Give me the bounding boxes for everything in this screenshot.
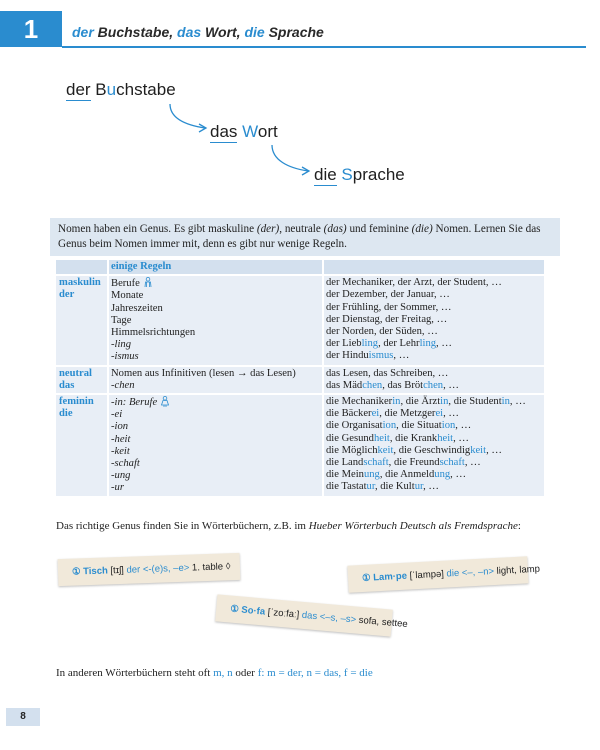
dictionary-entry-lampe: ① Lam·pe [ˈlampə] die <–, –n> light, lamp [347, 556, 528, 592]
table-row-masculine: maskulin der Berufe Monate Jahreszeiten Tage Himmelsrichtungen -ling -ismus der Mechaniker, der Arzt, der Student, … der Dezember, der Januar, … der Frühling, der Sommer, … der Dienstag, der Freitag, … der Norden, der Süden, … der Liebling, der Lehrling, … der Hinduismus, … [56, 275, 544, 365]
male-person-icon [143, 277, 153, 288]
word-der-buchstabe: der Buchstabe [66, 80, 176, 99]
table-row-feminine: feminin die -in: Berufe -ei -ion -heit -keit -schaft -ung -ur die Mechanikerin, die Ärztin, die Studentin, … die Bäckerei, die Metzgerei, … die Organisation, die Situation, … die Gesundheit, die Krankheit, … die Möglichkeit, die Geschwindigkeit, … die Landschaft, die Freundschaft, … die Meinung, die Anmeldung, … die Tastatur, die Kultur, … [56, 394, 544, 497]
abbreviation-sentence: In anderen Wörterbüchern steht oft m, n oder f: m = der, n = das, f = die [56, 667, 373, 679]
rules-header: einige Regeln [108, 260, 323, 275]
genus-rules-table [56, 260, 544, 498]
dictionary-entry-sofa: ① So·fa [ˈzoːfaː] das <–s, –s> sofa, settee [215, 594, 393, 636]
word-das-wort: das Wort [210, 122, 278, 141]
table-header-row [56, 260, 544, 275]
dictionary-sentence: Das richtige Genus finden Sie in Wörterbüchern, z.B. im Hueber Wörterbuch Deutsch als Fremdsprache: [56, 520, 521, 532]
chapter-number: 1 [0, 11, 62, 47]
genus-note: Nomen haben ein Genus. Es gibt maskuline (der), neutrale (das) und feminine (die) Nomen. Lernen Sie das Genus beim Nomen immer mit, denn es gibt nur wenige Regeln. [50, 218, 560, 256]
female-person-icon [160, 396, 170, 407]
word-die-sprache: die Sprache [314, 165, 405, 184]
curved-arrows [0, 0, 600, 200]
page-number: 8 [6, 708, 40, 726]
page-title: der Buchstabe, das Wort, die Sprache [72, 24, 324, 40]
dictionary-entry-tisch: ① Tisch [tɪʃ] der <-(e)s, –e> 1. table ◊ [58, 553, 241, 586]
table-row-neutral: neutral das Nomen aus Infinitiven (lesen → das Lesen) -chen das Lesen, das Schreiben, … das Mädchen, das Brötchen, … [56, 366, 544, 394]
